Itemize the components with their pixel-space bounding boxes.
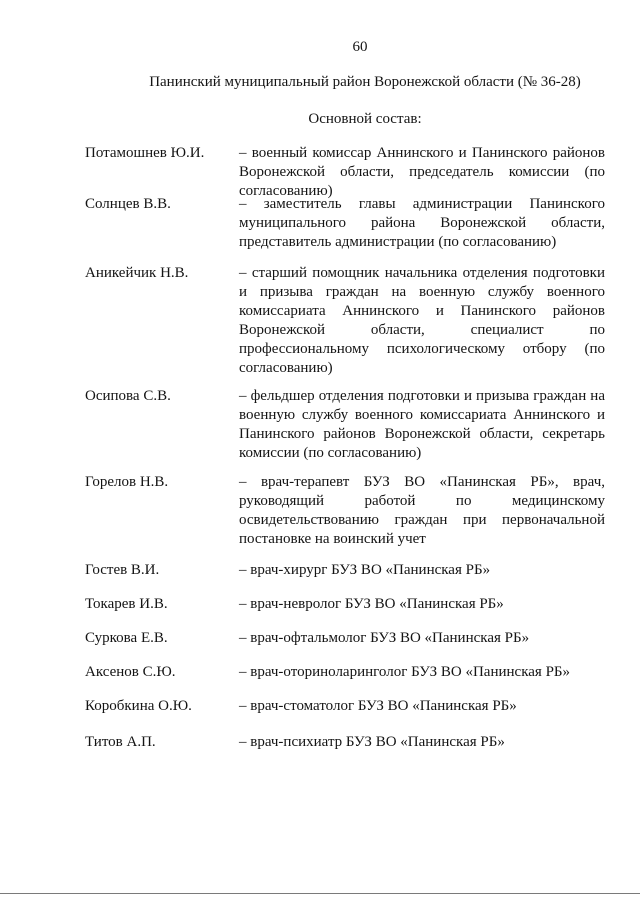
member-name: Коробкина О.Ю.: [85, 698, 192, 714]
member-name: Суркова Е.В.: [85, 630, 168, 646]
member-name: Аксенов С.Ю.: [85, 664, 176, 680]
district-title: Панинский муниципальный район Воронежской области (№ 36-28): [149, 74, 581, 90]
page-number: 60: [352, 39, 368, 55]
member-role: – заместитель главы администрации Панинского муниципального района Воронежской области, представитель администрации (по согласованию): [239, 196, 605, 250]
member-role: – старший помощник начальника отделения подготовки и призыва граждан на военную службу военного комиссариата Аннинского и Панинского районов Воронежской области, специалист по профессиональному психологическому отбору (по согласованию): [239, 265, 605, 376]
member-role: – фельдшер отделения подготовки и призыва граждан на военную службу военного комиссариата Аннинского и Панинского районов Воронежской области, секретарь комиссии (по согласованию): [239, 388, 605, 461]
member-role: – врач-хирург БУЗ ВО «Панинская РБ»: [239, 562, 491, 578]
member-name: Токарев И.В.: [85, 596, 168, 612]
member-role: – врач-психиатр БУЗ ВО «Панинская РБ»: [239, 734, 505, 750]
member-name: Гостев В.И.: [85, 562, 160, 578]
member-role: – врач-оториноларинголог БУЗ ВО «Панинская РБ»: [239, 664, 571, 680]
member-name: Аникейчик Н.В.: [85, 265, 189, 281]
member-name: Горелов Н.В.: [85, 474, 169, 490]
member-role: – врач-невролог БУЗ ВО «Панинская РБ»: [239, 596, 504, 612]
composition-heading: Основной состав:: [308, 111, 422, 127]
member-role: – врач-офтальмолог БУЗ ВО «Панинская РБ»: [239, 630, 530, 646]
member-role: – врач-терапевт БУЗ ВО «Панинская РБ», врач, руководящий работой по медицинскому освидетельствованию граждан при первоначальной постановке на воинский учет: [239, 474, 605, 547]
member-name: Солнцев В.В.: [85, 196, 171, 212]
member-role: – врач-стоматолог БУЗ ВО «Панинская РБ»: [239, 698, 517, 714]
bottom-rule: [0, 893, 640, 894]
member-role: – военный комиссар Аннинского и Панинского районов Воронежской области, председатель комиссии (по согласованию): [239, 145, 605, 199]
member-name: Потамошнев Ю.И.: [85, 145, 205, 161]
member-name: Титов А.П.: [85, 734, 156, 750]
member-name: Осипова С.В.: [85, 388, 171, 404]
